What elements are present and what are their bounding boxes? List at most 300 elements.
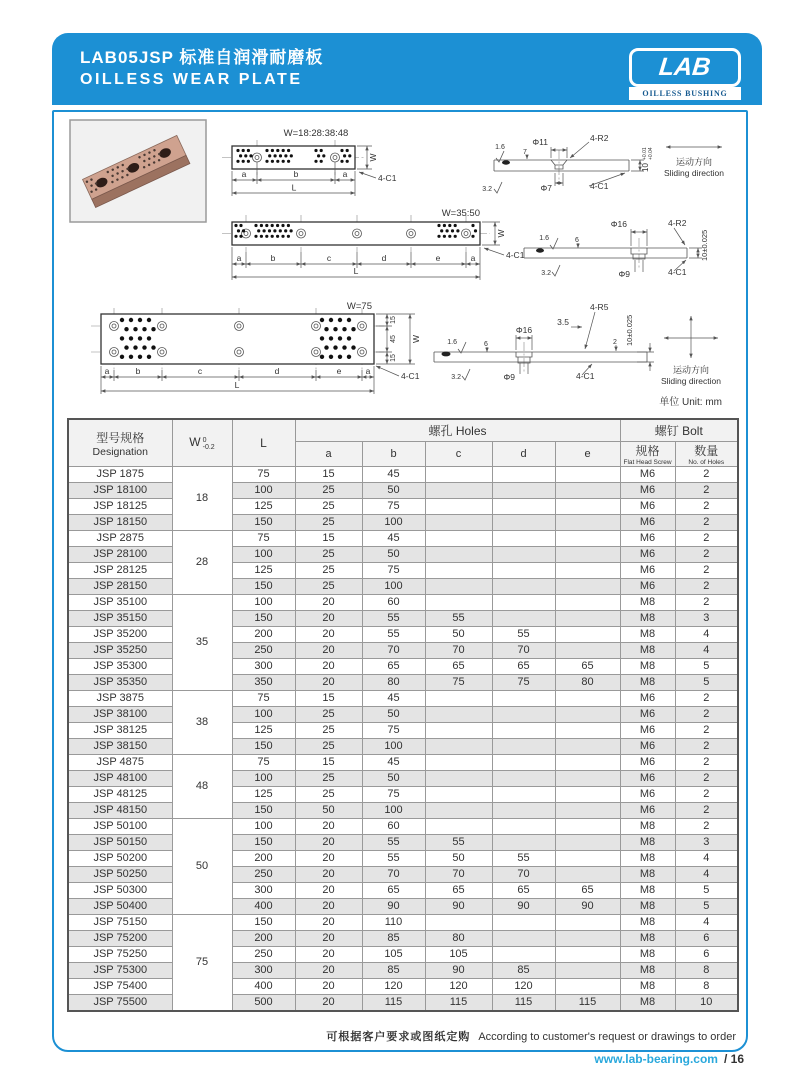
b-cell: 45 — [362, 755, 425, 771]
b-cell: 105 — [362, 947, 425, 963]
l-cell: 150 — [232, 915, 295, 931]
c-cell — [425, 819, 492, 835]
plan2-dim-a2: a — [470, 253, 476, 263]
section-view-1 — [482, 133, 654, 193]
table-row — [68, 963, 738, 979]
model-cell: JSP 35350 — [68, 675, 172, 691]
qty-cell: 2 — [675, 563, 738, 579]
sec1-phi-top: Φ11 — [532, 137, 548, 147]
plan3-dim-15a: 15 — [390, 316, 397, 324]
section-view-2 — [524, 218, 709, 279]
model-cell: JSP 75200 — [68, 931, 172, 947]
d-cell — [492, 915, 555, 931]
e-cell — [555, 835, 620, 851]
spec-table — [67, 418, 739, 1012]
model-cell: JSP 50250 — [68, 867, 172, 883]
spec-table-header — [68, 419, 738, 467]
plan3-dim-a1: a — [104, 366, 110, 376]
e-cell — [555, 851, 620, 867]
a-cell: 15 — [295, 531, 362, 547]
b-cell: 70 — [362, 643, 425, 659]
b-cell: 75 — [362, 723, 425, 739]
col-width — [172, 419, 232, 467]
spec-cell: M6 — [620, 547, 675, 563]
bolt-spec-cn: 规格 — [635, 444, 660, 458]
website-link[interactable]: www.lab-bearing.com — [594, 1052, 718, 1066]
title-english: OILLESS WEAR PLATE — [80, 71, 303, 88]
table-row — [68, 627, 738, 643]
col-hole-d: d — [492, 442, 555, 467]
spec-table-body — [68, 467, 738, 1012]
a-cell: 20 — [295, 627, 362, 643]
unit-note: 单位 Unit: mm — [659, 397, 722, 408]
lab-logo-mark — [629, 48, 741, 87]
b-cell: 50 — [362, 771, 425, 787]
l-cell: 250 — [232, 867, 295, 883]
e-cell — [555, 691, 620, 707]
model-cell: JSP 28100 — [68, 547, 172, 563]
c-cell — [425, 467, 492, 483]
table-row — [68, 851, 738, 867]
w-cell: 50 — [172, 819, 232, 915]
a-cell: 25 — [295, 787, 362, 803]
e-cell — [555, 755, 620, 771]
a-cell: 25 — [295, 771, 362, 787]
e-cell: 90 — [555, 899, 620, 915]
d-cell — [492, 691, 555, 707]
c-cell — [425, 547, 492, 563]
d-cell — [492, 931, 555, 947]
c-cell: 120 — [425, 979, 492, 995]
e-cell — [555, 723, 620, 739]
l-cell: 100 — [232, 483, 295, 499]
table-row — [68, 691, 738, 707]
e-cell — [555, 931, 620, 947]
c-cell: 50 — [425, 851, 492, 867]
qty-cell: 2 — [675, 531, 738, 547]
d-cell: 85 — [492, 963, 555, 979]
sliding1-cn: 运动方向 — [675, 157, 713, 167]
plan1-title: W=18:28:38:48 — [283, 128, 349, 139]
qty-cell: 3 — [675, 611, 738, 627]
plan3-title: W=75 — [346, 301, 372, 312]
c-cell — [425, 515, 492, 531]
technical-drawings — [54, 114, 744, 414]
d-cell — [492, 771, 555, 787]
l-cell: 400 — [232, 979, 295, 995]
table-row — [68, 579, 738, 595]
model-cell: JSP 48150 — [68, 803, 172, 819]
c-cell — [425, 499, 492, 515]
w-cell: 38 — [172, 691, 232, 755]
l-cell: 100 — [232, 819, 295, 835]
plan3-dim-d: d — [274, 366, 280, 376]
content-box — [52, 110, 748, 1052]
spec-cell: M6 — [620, 803, 675, 819]
sec3-phi-top: Φ16 — [515, 325, 533, 335]
table-row — [68, 899, 738, 915]
d-cell — [492, 483, 555, 499]
d-cell — [492, 563, 555, 579]
a-cell: 25 — [295, 515, 362, 531]
model-cell: JSP 28150 — [68, 579, 172, 595]
e-cell — [555, 947, 620, 963]
b-cell: 100 — [362, 579, 425, 595]
spec-cell: M6 — [620, 771, 675, 787]
table-row — [68, 867, 738, 883]
spec-cell: M8 — [620, 931, 675, 947]
sliding3-cn: 运动方向 — [672, 365, 710, 375]
l-cell: 75 — [232, 531, 295, 547]
sec3-depth: 6 — [484, 341, 488, 348]
order-note-cn: 可根据客户要求或图纸定购 — [326, 1031, 471, 1043]
model-cell: JSP 35250 — [68, 643, 172, 659]
qty-cell: 8 — [675, 963, 738, 979]
bolt-qty-en: No. of Holes — [688, 459, 725, 466]
spec-cell: M6 — [620, 499, 675, 515]
c-cell — [425, 579, 492, 595]
spec-cell: M8 — [620, 979, 675, 995]
title-chinese: LAB05JSP 标准自润滑耐磨板 — [80, 48, 324, 67]
a-cell: 20 — [295, 675, 362, 691]
sec3-phi-bottom: Φ9 — [503, 372, 515, 382]
plan1-dim-w: W — [368, 153, 378, 162]
l-cell: 200 — [232, 627, 295, 643]
b-cell: 55 — [362, 835, 425, 851]
d-cell — [492, 547, 555, 563]
a-cell: 15 — [295, 755, 362, 771]
d-cell — [492, 835, 555, 851]
model-cell: JSP 48100 — [68, 771, 172, 787]
d-cell — [492, 579, 555, 595]
model-cell: JSP 75400 — [68, 979, 172, 995]
table-row — [68, 739, 738, 755]
c-cell: 55 — [425, 611, 492, 627]
l-cell: 150 — [232, 739, 295, 755]
l-cell: 75 — [232, 467, 295, 483]
model-cell: JSP 18125 — [68, 499, 172, 515]
spec-cell: M8 — [620, 851, 675, 867]
spec-cell: M8 — [620, 643, 675, 659]
c-cell — [425, 803, 492, 819]
table-row — [68, 755, 738, 771]
model-cell: JSP 4875 — [68, 755, 172, 771]
model-cell: JSP 38125 — [68, 723, 172, 739]
b-cell: 50 — [362, 707, 425, 723]
qty-cell: 4 — [675, 851, 738, 867]
sec2-depth: 6 — [575, 237, 579, 244]
c-cell: 115 — [425, 995, 492, 1012]
b-cell: 65 — [362, 883, 425, 899]
qty-cell: 4 — [675, 915, 738, 931]
b-cell: 55 — [362, 611, 425, 627]
page-title — [80, 46, 323, 90]
l-cell: 150 — [232, 803, 295, 819]
e-cell — [555, 771, 620, 787]
page-footer — [52, 1052, 744, 1066]
a-cell: 20 — [295, 963, 362, 979]
a-cell: 25 — [295, 707, 362, 723]
l-cell: 300 — [232, 883, 295, 899]
d-cell: 65 — [492, 883, 555, 899]
b-cell: 80 — [362, 675, 425, 691]
sliding-direction-1 — [664, 147, 724, 178]
model-cell: JSP 35100 — [68, 595, 172, 611]
c-cell: 90 — [425, 899, 492, 915]
l-cell: 100 — [232, 595, 295, 611]
e-cell — [555, 467, 620, 483]
order-note-en: According to customer's request or drawings to order — [478, 1031, 736, 1043]
qty-cell: 2 — [675, 499, 738, 515]
spec-cell: M8 — [620, 627, 675, 643]
c-cell — [425, 563, 492, 579]
a-cell: 20 — [295, 883, 362, 899]
sec1-phi-bottom: Φ7 — [540, 183, 552, 193]
model-cell: JSP 50150 — [68, 835, 172, 851]
spec-cell: M8 — [620, 675, 675, 691]
e-cell: 65 — [555, 883, 620, 899]
d-cell: 55 — [492, 851, 555, 867]
plan3-dim-e: e — [336, 366, 342, 376]
b-cell: 110 — [362, 915, 425, 931]
b-cell: 115 — [362, 995, 425, 1012]
qty-cell: 2 — [675, 579, 738, 595]
table-row — [68, 819, 738, 835]
d-cell — [492, 803, 555, 819]
d-cell — [492, 707, 555, 723]
plan1-dim-a1: a — [241, 169, 247, 179]
plan3-chamfer: 4-C1 — [401, 371, 420, 381]
d-cell — [492, 611, 555, 627]
c-cell — [425, 739, 492, 755]
e-cell — [555, 803, 620, 819]
sec2-phi-top: Φ16 — [610, 219, 627, 229]
w-cell: 18 — [172, 467, 232, 531]
c-cell: 70 — [425, 867, 492, 883]
e-cell — [555, 979, 620, 995]
l-cell: 125 — [232, 723, 295, 739]
section-view-3 — [434, 302, 654, 382]
d-cell — [492, 723, 555, 739]
sec3-chamfer: 4-C1 — [576, 371, 595, 381]
plan2-dim-a1: a — [236, 253, 242, 263]
plan2-dim-l: L — [353, 266, 359, 276]
table-row — [68, 531, 738, 547]
a-cell: 20 — [295, 595, 362, 611]
lab-logo-caption: OILLESS BUSHING — [642, 89, 728, 98]
plan1-dim-l: L — [291, 182, 297, 193]
b-cell: 120 — [362, 979, 425, 995]
w-tolerance-lower: -0.2 — [202, 443, 215, 451]
sec1-radius: 4-R2 — [590, 133, 609, 143]
col-hole-c: c — [425, 442, 492, 467]
e-cell — [555, 627, 620, 643]
d-cell: 65 — [492, 659, 555, 675]
plan2-title: W=35:50 — [441, 208, 480, 219]
w-cell: 35 — [172, 595, 232, 691]
a-cell: 15 — [295, 467, 362, 483]
b-cell: 50 — [362, 547, 425, 563]
plan2-dim-c: c — [326, 253, 332, 263]
b-cell: 70 — [362, 867, 425, 883]
model-cell: JSP 75150 — [68, 915, 172, 931]
plan-view-3 — [91, 301, 421, 394]
qty-cell: 2 — [675, 739, 738, 755]
spec-cell: M8 — [620, 883, 675, 899]
l-cell: 150 — [232, 611, 295, 627]
qty-cell: 2 — [675, 787, 738, 803]
b-cell: 85 — [362, 963, 425, 979]
b-cell: 90 — [362, 899, 425, 915]
table-row — [68, 707, 738, 723]
qty-cell: 5 — [675, 899, 738, 915]
d-cell — [492, 467, 555, 483]
table-row — [68, 595, 738, 611]
bolt-qty-cn: 数量 — [694, 444, 719, 458]
d-cell — [492, 819, 555, 835]
c-cell — [425, 915, 492, 931]
d-cell: 70 — [492, 867, 555, 883]
plan3-dim-c: c — [197, 366, 203, 376]
w-cell: 28 — [172, 531, 232, 595]
e-cell — [555, 579, 620, 595]
l-cell: 300 — [232, 659, 295, 675]
e-cell — [555, 739, 620, 755]
qty-cell: 2 — [675, 771, 738, 787]
e-cell — [555, 611, 620, 627]
designation-label-cn: 型号规格 — [96, 430, 145, 445]
a-cell: 25 — [295, 547, 362, 563]
lab-logo — [629, 48, 741, 100]
spec-cell: M6 — [620, 723, 675, 739]
c-cell: 65 — [425, 659, 492, 675]
spec-cell: M8 — [620, 995, 675, 1012]
w-tolerance — [203, 437, 215, 451]
qty-cell: 8 — [675, 979, 738, 995]
b-cell: 60 — [362, 595, 425, 611]
d-cell — [492, 499, 555, 515]
sec2-phi-bottom: Φ9 — [618, 269, 630, 279]
spec-cell: M6 — [620, 531, 675, 547]
a-cell: 15 — [295, 691, 362, 707]
qty-cell: 2 — [675, 595, 738, 611]
e-cell — [555, 515, 620, 531]
table-row — [68, 659, 738, 675]
qty-cell: 2 — [675, 755, 738, 771]
qty-cell: 5 — [675, 883, 738, 899]
spec-cell: M8 — [620, 819, 675, 835]
b-cell: 45 — [362, 691, 425, 707]
spec-cell: M6 — [620, 483, 675, 499]
l-cell: 100 — [232, 547, 295, 563]
qty-cell: 2 — [675, 819, 738, 835]
table-row — [68, 995, 738, 1012]
qty-cell: 2 — [675, 515, 738, 531]
c-cell: 75 — [425, 675, 492, 691]
b-cell: 50 — [362, 483, 425, 499]
model-cell: JSP 2875 — [68, 531, 172, 547]
sec3-tolerance: 10±0.025 — [625, 314, 634, 346]
spec-cell: M6 — [620, 739, 675, 755]
col-length: L — [232, 419, 295, 467]
a-cell: 25 — [295, 739, 362, 755]
e-cell — [555, 547, 620, 563]
e-cell — [555, 819, 620, 835]
l-cell: 250 — [232, 947, 295, 963]
spec-cell: M6 — [620, 707, 675, 723]
c-cell — [425, 483, 492, 499]
table-row — [68, 723, 738, 739]
e-cell — [555, 707, 620, 723]
sec3-offset: 3.5 — [557, 317, 569, 327]
w-label: W — [189, 435, 201, 450]
qty-cell: 5 — [675, 659, 738, 675]
l-cell: 125 — [232, 787, 295, 803]
plan-view-1 — [222, 128, 397, 196]
l-cell: 200 — [232, 931, 295, 947]
model-cell: JSP 3875 — [68, 691, 172, 707]
plan3-dim-15b: 15 — [390, 354, 397, 362]
qty-cell: 4 — [675, 643, 738, 659]
b-cell: 100 — [362, 515, 425, 531]
sec1-tol-main: 10 — [641, 163, 650, 172]
a-cell: 20 — [295, 931, 362, 947]
col-designation — [68, 419, 172, 467]
plan2-dim-w: W — [496, 229, 506, 238]
b-cell: 75 — [362, 787, 425, 803]
b-cell: 55 — [362, 627, 425, 643]
c-cell — [425, 691, 492, 707]
sec1-surface-top: 1.6 — [495, 144, 505, 151]
spec-cell: M6 — [620, 467, 675, 483]
sec1-surface-bottom: 3.2 — [482, 186, 492, 193]
l-cell: 100 — [232, 771, 295, 787]
table-row — [68, 611, 738, 627]
qty-cell: 2 — [675, 483, 738, 499]
spec-cell: M6 — [620, 563, 675, 579]
spec-cell: M6 — [620, 579, 675, 595]
table-row — [68, 803, 738, 819]
a-cell: 20 — [295, 851, 362, 867]
model-cell: JSP 38100 — [68, 707, 172, 723]
model-cell: JSP 50200 — [68, 851, 172, 867]
model-cell: JSP 18150 — [68, 515, 172, 531]
lab-logo-text: LAB — [657, 53, 713, 81]
plan3-dim-45: 45 — [390, 335, 397, 343]
qty-cell: 4 — [675, 867, 738, 883]
table-row — [68, 915, 738, 931]
plan1-chamfer: 4-C1 — [378, 173, 397, 183]
page-header — [52, 33, 762, 105]
qty-cell: 2 — [675, 803, 738, 819]
model-cell: JSP 75250 — [68, 947, 172, 963]
sec3-edge: 2 — [613, 339, 617, 346]
c-cell: 90 — [425, 963, 492, 979]
plan-view-2 — [222, 208, 525, 280]
table-row — [68, 787, 738, 803]
qty-cell: 2 — [675, 691, 738, 707]
qty-cell: 5 — [675, 675, 738, 691]
a-cell: 20 — [295, 611, 362, 627]
a-cell: 20 — [295, 867, 362, 883]
spec-cell: M8 — [620, 867, 675, 883]
d-cell: 90 — [492, 899, 555, 915]
qty-cell: 2 — [675, 467, 738, 483]
a-cell: 25 — [295, 723, 362, 739]
c-cell: 80 — [425, 931, 492, 947]
col-bolt-spec — [620, 442, 675, 467]
l-cell: 125 — [232, 563, 295, 579]
